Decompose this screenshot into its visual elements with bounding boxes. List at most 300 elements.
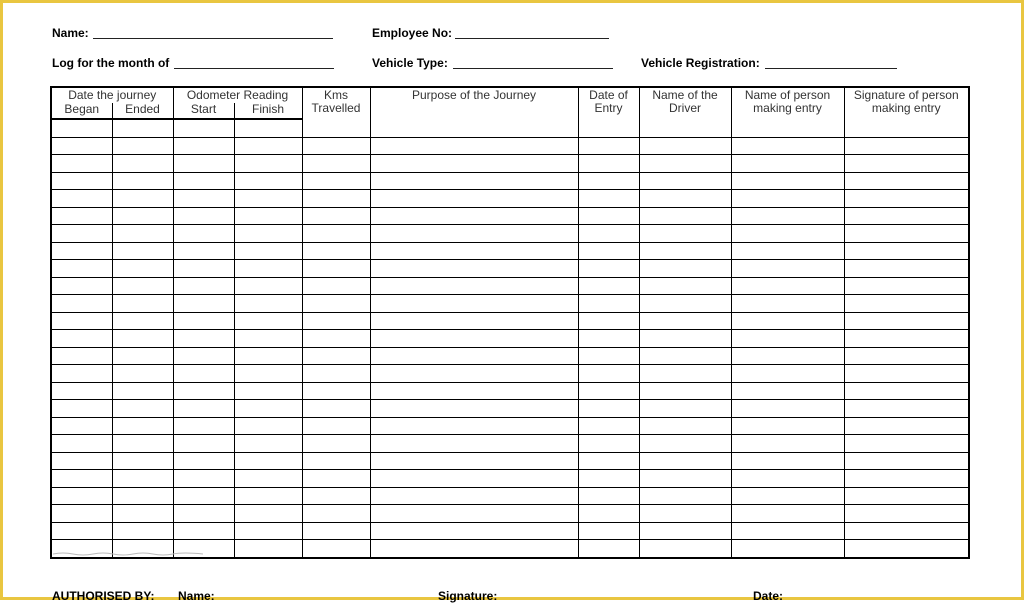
signature-cell[interactable] (844, 505, 969, 523)
date-entry-cell[interactable] (578, 277, 639, 295)
driver-cell[interactable] (639, 522, 731, 540)
purpose-cell[interactable] (370, 540, 578, 558)
name-label: Name: (52, 26, 89, 40)
date-entry-cell[interactable] (578, 190, 639, 208)
driver-name-header (639, 87, 731, 119)
person-cell[interactable] (731, 417, 844, 435)
signature-cell[interactable] (844, 540, 969, 558)
start-header: Start (173, 103, 234, 119)
ended-cell[interactable] (112, 190, 173, 208)
table-row (51, 435, 969, 453)
kms-cell[interactable] (302, 190, 370, 208)
kms-cell[interactable] (302, 242, 370, 260)
finish-cell[interactable] (234, 155, 302, 173)
signature-cell[interactable] (844, 190, 969, 208)
start-cell[interactable] (173, 260, 234, 278)
start-cell[interactable] (173, 155, 234, 173)
began-cell[interactable] (51, 277, 112, 295)
finish-cell[interactable] (234, 487, 302, 505)
date-entry-cell[interactable] (578, 452, 639, 470)
kms-cell[interactable] (302, 172, 370, 190)
kms-cell[interactable] (302, 277, 370, 295)
date-entry-header-line2: Entry (594, 101, 623, 115)
purpose-cell[interactable] (370, 400, 578, 418)
person-cell[interactable] (731, 347, 844, 365)
table-row (51, 382, 969, 400)
signature-cell[interactable] (844, 277, 969, 295)
signature-cell[interactable] (844, 155, 969, 173)
ended-cell[interactable] (112, 277, 173, 295)
date-entry-cell[interactable] (578, 119, 639, 137)
signature-cell[interactable] (844, 400, 969, 418)
kms-cell[interactable] (302, 347, 370, 365)
start-cell[interactable] (173, 400, 234, 418)
purpose-cell[interactable] (370, 225, 578, 243)
table-row (51, 417, 969, 435)
began-cell[interactable] (51, 452, 112, 470)
began-cell[interactable] (51, 312, 112, 330)
start-cell[interactable] (173, 225, 234, 243)
signature-cell[interactable] (844, 487, 969, 505)
start-cell[interactable] (173, 487, 234, 505)
person-cell[interactable] (731, 172, 844, 190)
kms-cell[interactable] (302, 207, 370, 225)
name-blank[interactable] (93, 38, 333, 39)
table-row (51, 137, 969, 155)
start-cell[interactable] (173, 330, 234, 348)
purpose-cell[interactable] (370, 155, 578, 173)
person-header-line2: making entry (753, 101, 822, 115)
purpose-cell[interactable] (370, 487, 578, 505)
date-entry-cell[interactable] (578, 487, 639, 505)
finish-cell[interactable] (234, 295, 302, 313)
date-entry-cell[interactable] (578, 172, 639, 190)
kms-cell[interactable] (302, 295, 370, 313)
table-row (51, 452, 969, 470)
person-cell[interactable] (731, 137, 844, 155)
began-cell[interactable] (51, 330, 112, 348)
finish-cell[interactable] (234, 382, 302, 400)
person-cell[interactable] (731, 487, 844, 505)
date-entry-header-line1: Date of (589, 88, 628, 102)
kms-cell[interactable] (302, 452, 370, 470)
purpose-cell[interactable] (370, 435, 578, 453)
finish-cell[interactable] (234, 470, 302, 488)
began-cell[interactable] (51, 190, 112, 208)
person-cell[interactable] (731, 382, 844, 400)
person-header-line1: Name of person (744, 88, 831, 102)
purpose-cell[interactable] (370, 277, 578, 295)
date-entry-cell[interactable] (578, 260, 639, 278)
start-cell[interactable] (173, 242, 234, 260)
purpose-cell[interactable] (370, 470, 578, 488)
date-entry-cell[interactable] (578, 155, 639, 173)
table-row (51, 225, 969, 243)
person-cell[interactable] (731, 225, 844, 243)
ended-cell[interactable] (112, 330, 173, 348)
kms-cell[interactable] (302, 400, 370, 418)
purpose-cell[interactable] (370, 330, 578, 348)
kms-cell[interactable] (302, 225, 370, 243)
signature-cell[interactable] (844, 452, 969, 470)
finish-cell[interactable] (234, 365, 302, 383)
ended-cell[interactable] (112, 172, 173, 190)
began-cell[interactable] (51, 207, 112, 225)
date-entry-cell[interactable] (578, 242, 639, 260)
signature-cell[interactable] (844, 137, 969, 155)
start-cell[interactable] (173, 505, 234, 523)
table-row (51, 242, 969, 260)
date-entry-cell[interactable] (578, 365, 639, 383)
purpose-cell[interactable] (370, 347, 578, 365)
person-cell[interactable] (731, 155, 844, 173)
purpose-cell[interactable] (370, 505, 578, 523)
signature-cell[interactable] (844, 435, 969, 453)
start-cell[interactable] (173, 277, 234, 295)
purpose-cell[interactable] (370, 365, 578, 383)
driver-cell[interactable] (639, 312, 731, 330)
purpose-cell[interactable] (370, 207, 578, 225)
kms-cell[interactable] (302, 365, 370, 383)
date-entry-cell[interactable] (578, 435, 639, 453)
start-cell[interactable] (173, 470, 234, 488)
signature-cell[interactable] (844, 347, 969, 365)
ended-cell[interactable] (112, 487, 173, 505)
kms-cell[interactable] (302, 470, 370, 488)
began-cell[interactable] (51, 365, 112, 383)
signature-cell[interactable] (844, 312, 969, 330)
table-row (51, 487, 969, 505)
ended-cell[interactable] (112, 435, 173, 453)
driver-cell[interactable] (639, 505, 731, 523)
start-cell[interactable] (173, 452, 234, 470)
date-entry-cell[interactable] (578, 540, 639, 558)
table-row (51, 400, 969, 418)
driver-cell[interactable] (639, 172, 731, 190)
start-cell[interactable] (173, 522, 234, 540)
start-cell[interactable] (173, 137, 234, 155)
start-cell[interactable] (173, 207, 234, 225)
finish-cell[interactable] (234, 190, 302, 208)
person-cell[interactable] (731, 330, 844, 348)
kms-cell[interactable] (302, 119, 370, 137)
signature-cell[interactable] (844, 172, 969, 190)
driver-cell[interactable] (639, 417, 731, 435)
start-cell[interactable] (173, 382, 234, 400)
table-row (51, 347, 969, 365)
ended-cell[interactable] (112, 400, 173, 418)
finish-cell[interactable] (234, 225, 302, 243)
log-month-blank[interactable] (174, 68, 334, 69)
signature-cell[interactable] (844, 119, 969, 137)
person-cell[interactable] (731, 295, 844, 313)
driver-cell[interactable] (639, 435, 731, 453)
kms-cell[interactable] (302, 155, 370, 173)
start-cell[interactable] (173, 172, 234, 190)
start-cell[interactable] (173, 417, 234, 435)
signature-cell[interactable] (844, 225, 969, 243)
kms-cell[interactable] (302, 260, 370, 278)
driver-cell[interactable] (639, 295, 731, 313)
began-cell[interactable] (51, 522, 112, 540)
ended-cell[interactable] (112, 225, 173, 243)
finish-cell[interactable] (234, 540, 302, 558)
log-month-label: Log for the month of (52, 56, 170, 70)
began-cell[interactable] (51, 137, 112, 155)
driver-cell[interactable] (639, 540, 731, 558)
finish-cell[interactable] (234, 435, 302, 453)
finish-cell[interactable] (234, 400, 302, 418)
driver-cell[interactable] (639, 365, 731, 383)
purpose-cell[interactable] (370, 172, 578, 190)
odometer-header: Odometer Reading (173, 87, 302, 103)
kms-travelled-header (302, 87, 370, 119)
person-cell[interactable] (731, 522, 844, 540)
began-cell[interactable] (51, 119, 112, 137)
purpose-cell[interactable] (370, 382, 578, 400)
date-entry-cell[interactable] (578, 137, 639, 155)
signature-cell[interactable] (844, 295, 969, 313)
date-entry-cell[interactable] (578, 522, 639, 540)
driver-cell[interactable] (639, 119, 731, 137)
person-cell[interactable] (731, 452, 844, 470)
signature-cell[interactable] (844, 470, 969, 488)
table-row (51, 330, 969, 348)
table-row (51, 190, 969, 208)
finish-cell[interactable] (234, 347, 302, 365)
finish-header: Finish (234, 103, 302, 119)
finish-cell[interactable] (234, 277, 302, 295)
ended-cell[interactable] (112, 347, 173, 365)
purpose-cell[interactable] (370, 190, 578, 208)
ended-cell[interactable] (112, 137, 173, 155)
kms-cell[interactable] (302, 137, 370, 155)
ended-cell[interactable] (112, 242, 173, 260)
person-cell[interactable] (731, 540, 844, 558)
person-cell[interactable] (731, 505, 844, 523)
driver-cell[interactable] (639, 277, 731, 295)
began-cell[interactable] (51, 487, 112, 505)
signature-cell[interactable] (844, 417, 969, 435)
driver-cell[interactable] (639, 330, 731, 348)
table-row (51, 119, 969, 137)
driver-cell[interactable] (639, 260, 731, 278)
kms-header-line2: Travelled (311, 101, 361, 115)
date-entry-cell[interactable] (578, 505, 639, 523)
kms-cell[interactable] (302, 312, 370, 330)
faint-scribble (53, 551, 203, 557)
ended-cell[interactable] (112, 470, 173, 488)
finish-cell[interactable] (234, 522, 302, 540)
kms-cell[interactable] (302, 522, 370, 540)
finish-cell[interactable] (234, 137, 302, 155)
person-cell[interactable] (731, 207, 844, 225)
table-row (51, 172, 969, 190)
footer-signature-label: Signature: (438, 589, 498, 603)
vehicle-registration-blank[interactable] (765, 68, 897, 69)
vehicle-type-blank[interactable] (453, 68, 613, 69)
date-entry-cell[interactable] (578, 330, 639, 348)
table-row (51, 277, 969, 295)
vehicle-type-label: Vehicle Type: (372, 56, 448, 70)
driver-cell[interactable] (639, 382, 731, 400)
person-cell[interactable] (731, 435, 844, 453)
kms-header-line1: Kms (324, 88, 349, 102)
date-entry-cell[interactable] (578, 417, 639, 435)
person-cell[interactable] (731, 242, 844, 260)
ended-cell[interactable] (112, 119, 173, 137)
finish-cell[interactable] (234, 452, 302, 470)
date-entry-cell[interactable] (578, 207, 639, 225)
signature-cell[interactable] (844, 382, 969, 400)
began-cell[interactable] (51, 505, 112, 523)
finish-cell[interactable] (234, 242, 302, 260)
start-cell[interactable] (173, 435, 234, 453)
date-entry-cell[interactable] (578, 347, 639, 365)
person-cell[interactable] (731, 190, 844, 208)
ended-cell[interactable] (112, 155, 173, 173)
start-cell[interactable] (173, 347, 234, 365)
signature-cell[interactable] (844, 242, 969, 260)
ended-cell[interactable] (112, 312, 173, 330)
ended-cell[interactable] (112, 295, 173, 313)
ended-cell[interactable] (112, 207, 173, 225)
authorised-by-label: AUTHORISED BY: (52, 589, 155, 603)
purpose-cell[interactable] (370, 312, 578, 330)
finish-cell[interactable] (234, 207, 302, 225)
ended-cell[interactable] (112, 452, 173, 470)
person-cell[interactable] (731, 365, 844, 383)
began-cell[interactable] (51, 242, 112, 260)
purpose-cell[interactable] (370, 295, 578, 313)
person-cell[interactable] (731, 470, 844, 488)
table-row (51, 155, 969, 173)
purpose-cell[interactable] (370, 522, 578, 540)
table-row (51, 365, 969, 383)
footer-name-label: Name: (178, 589, 215, 603)
date-entry-cell[interactable] (578, 400, 639, 418)
began-cell[interactable] (51, 435, 112, 453)
driver-cell[interactable] (639, 400, 731, 418)
ended-cell[interactable] (112, 260, 173, 278)
driver-cell[interactable] (639, 207, 731, 225)
start-cell[interactable] (173, 295, 234, 313)
driver-cell[interactable] (639, 242, 731, 260)
start-cell[interactable] (173, 119, 234, 137)
table-row (51, 295, 969, 313)
finish-cell[interactable] (234, 119, 302, 137)
began-cell[interactable] (51, 295, 112, 313)
finish-cell[interactable] (234, 312, 302, 330)
driver-cell[interactable] (639, 190, 731, 208)
ended-cell[interactable] (112, 417, 173, 435)
kms-cell[interactable] (302, 417, 370, 435)
driver-cell[interactable] (639, 155, 731, 173)
employee-no-blank[interactable] (455, 38, 609, 39)
purpose-header: Purpose of the Journey (370, 87, 578, 119)
kms-cell[interactable] (302, 435, 370, 453)
began-cell[interactable] (51, 400, 112, 418)
kms-cell[interactable] (302, 505, 370, 523)
person-cell[interactable] (731, 260, 844, 278)
finish-cell[interactable] (234, 505, 302, 523)
finish-cell[interactable] (234, 172, 302, 190)
signature-cell[interactable] (844, 365, 969, 383)
person-cell[interactable] (731, 277, 844, 295)
date-journey-header: Date the journey (51, 87, 173, 103)
driver-cell[interactable] (639, 225, 731, 243)
purpose-cell[interactable] (370, 452, 578, 470)
kms-cell[interactable] (302, 540, 370, 558)
driver-cell[interactable] (639, 470, 731, 488)
date-entry-cell[interactable] (578, 312, 639, 330)
ended-cell[interactable] (112, 522, 173, 540)
person-cell[interactable] (731, 400, 844, 418)
ended-cell[interactable] (112, 505, 173, 523)
journey-log-body (51, 119, 969, 558)
purpose-cell[interactable] (370, 242, 578, 260)
person-name-header (731, 87, 844, 119)
person-cell[interactable] (731, 119, 844, 137)
began-cell[interactable] (51, 155, 112, 173)
signature-cell[interactable] (844, 330, 969, 348)
table-row (51, 522, 969, 540)
finish-cell[interactable] (234, 260, 302, 278)
purpose-cell[interactable] (370, 260, 578, 278)
purpose-cell[interactable] (370, 137, 578, 155)
start-cell[interactable] (173, 190, 234, 208)
signature-header-line2: making entry (871, 101, 941, 115)
driver-cell[interactable] (639, 137, 731, 155)
driver-cell[interactable] (639, 347, 731, 365)
finish-cell[interactable] (234, 330, 302, 348)
table-row (51, 312, 969, 330)
date-entry-cell[interactable] (578, 225, 639, 243)
table-row (51, 505, 969, 523)
footer-date-label: Date: (753, 589, 784, 603)
start-cell[interactable] (173, 365, 234, 383)
signature-cell[interactable] (844, 522, 969, 540)
began-cell[interactable] (51, 470, 112, 488)
signature-cell[interactable] (844, 260, 969, 278)
kms-cell[interactable] (302, 382, 370, 400)
person-cell[interactable] (731, 312, 844, 330)
ended-cell[interactable] (112, 365, 173, 383)
finish-cell[interactable] (234, 417, 302, 435)
began-cell[interactable] (51, 260, 112, 278)
purpose-cell[interactable] (370, 417, 578, 435)
driver-header-line1: Name of the (652, 88, 718, 102)
driver-cell[interactable] (639, 487, 731, 505)
began-cell[interactable] (51, 172, 112, 190)
date-entry-cell[interactable] (578, 295, 639, 313)
kms-cell[interactable] (302, 487, 370, 505)
began-cell[interactable] (51, 382, 112, 400)
date-entry-cell[interactable] (578, 470, 639, 488)
purpose-cell[interactable] (370, 119, 578, 137)
began-cell[interactable] (51, 417, 112, 435)
start-cell[interactable] (173, 312, 234, 330)
began-cell[interactable] (51, 225, 112, 243)
driver-cell[interactable] (639, 452, 731, 470)
date-entry-cell[interactable] (578, 382, 639, 400)
table-row (51, 470, 969, 488)
began-cell[interactable] (51, 347, 112, 365)
vehicle-registration-label: Vehicle Registration: (641, 56, 760, 70)
kms-cell[interactable] (302, 330, 370, 348)
signature-cell[interactable] (844, 207, 969, 225)
ended-cell[interactable] (112, 382, 173, 400)
